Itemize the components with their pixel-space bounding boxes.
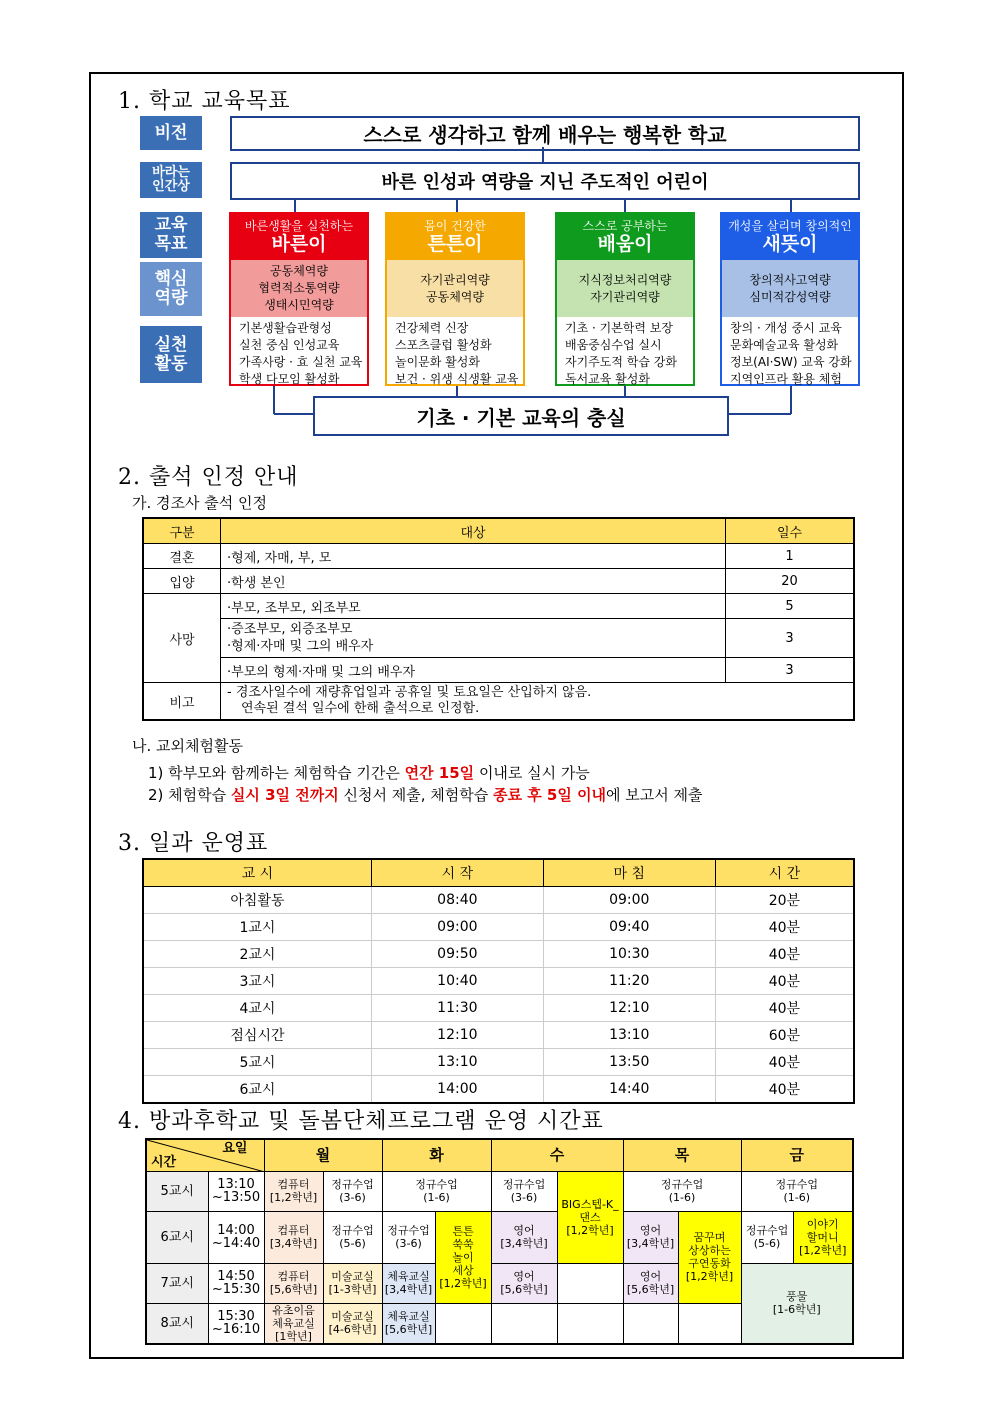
schedule-cell: 10:30 [543, 941, 715, 968]
core-item: 공동체역량 [426, 289, 484, 304]
target-adopt: ·학생 본인 [221, 569, 726, 594]
cell-wed-7a: 영어 [5,6학년] [491, 1263, 557, 1303]
period-6: 6교시 [146, 1211, 208, 1263]
activity-item: 가족사랑 · 효 실천 교육 [239, 355, 363, 369]
vision-box: 스스로 생각하고 함께 배우는 행복한 학교 [230, 116, 860, 151]
schedule-cell: 12:10 [543, 995, 715, 1022]
label-vision: 비전 [140, 116, 202, 150]
trip-item-1 [148, 762, 590, 783]
schedule-row [143, 995, 854, 1022]
trip1-post: 이내로 실시 가능 [474, 764, 590, 782]
cell-fri-78: 풍물 [1-6학년] [741, 1263, 853, 1344]
cell-mon-7a: 컴퓨터 [5,6학년] [264, 1263, 323, 1303]
sched-th-3: 시 간 [715, 859, 854, 887]
activity-item: 문화예술교육 활성화 [730, 338, 839, 352]
schedule-cell: 09:00 [543, 887, 715, 914]
day-mon: 월 [264, 1139, 382, 1171]
cell-tue-8a: 체육교실 [5,6학년] [382, 1303, 435, 1344]
schedule-cell: 40분 [715, 1049, 854, 1076]
target-death-2b: ·형제·자매 및 그의 배우자 [227, 639, 374, 654]
cell-mon-8a: 유초이음 체육교실 [1학년] [264, 1303, 323, 1344]
schedule-cell: 09:50 [371, 941, 543, 968]
schedule-cell: 5교시 [143, 1049, 371, 1076]
schedule-cell: 40분 [715, 968, 854, 995]
schedule-cell: 13:10 [543, 1022, 715, 1049]
schedule-cell: 60분 [715, 1022, 854, 1049]
sched-th-0: 교 시 [143, 859, 371, 887]
target-death-1: ·부모, 조부모, 외조부모 [221, 594, 726, 619]
cat-note: 비고 [143, 683, 221, 721]
schedule-cell: 13:10 [371, 1049, 543, 1076]
section-3-title: 3. 일과 운영표 [118, 831, 269, 856]
schedule-cell: 1교시 [143, 914, 371, 941]
day-fri: 금 [741, 1139, 853, 1171]
activity-item: 독서교육 활성화 [565, 372, 650, 386]
th-category: 구분 [143, 518, 221, 544]
core-item: 생태시민역량 [264, 298, 334, 312]
time-5 [208, 1171, 264, 1211]
schedule-cell: 2교시 [143, 941, 371, 968]
schedule-cell: 40분 [715, 941, 854, 968]
day-tue: 화 [382, 1139, 491, 1171]
sub-a: 가. 경조사 출석 인정 [132, 494, 267, 512]
note-cell [221, 683, 855, 721]
core-item: 자기관리역량 [420, 272, 490, 287]
label-person: 바라는 인간상 [140, 162, 202, 198]
cell-thu-5: 정규수업 (1-6) [623, 1171, 741, 1211]
trip2-red1: 실시 3일 전까지 [230, 786, 339, 804]
time-5-end: ~13:50 [211, 1190, 261, 1205]
activity-item: 창의 · 개성 중시 교육 [730, 321, 842, 335]
cell-tue-67b: 튼튼 쑥쑥 놀이 세상 [1,2학년] [435, 1211, 491, 1303]
activity-item: 실천 중심 인성교육 [239, 338, 340, 352]
core-item: 자기관리역량 [590, 289, 660, 304]
schedule-row [143, 1022, 854, 1049]
time-7-end: ~15:30 [211, 1282, 261, 1297]
goal-small: 개성을 살리며 창의적인 [728, 219, 852, 233]
label-activity: 실천 활동 [140, 326, 202, 383]
time-8 [208, 1303, 264, 1344]
goal-small: 스스로 공부하는 [582, 219, 668, 233]
th-target: 대상 [221, 518, 726, 544]
period-5: 5교시 [146, 1171, 208, 1211]
schedule-row [143, 1049, 854, 1076]
cell-fri-6a: 정규수업 (5-6) [741, 1211, 793, 1263]
days-death-1: 5 [726, 594, 855, 619]
foundation-box: 기초 · 기본 교육의 충실 [313, 396, 729, 436]
time-6-end: ~14:40 [211, 1236, 261, 1251]
time-5-start: 13:10 [217, 1177, 255, 1192]
time-7-start: 14:50 [217, 1269, 255, 1284]
cell-wed-8a [491, 1303, 557, 1344]
period-8: 8교시 [146, 1303, 208, 1344]
days-wedding: 1 [726, 544, 855, 569]
schedule-row [143, 968, 854, 995]
schedule-cell: 13:50 [543, 1049, 715, 1076]
cell-thu-7a: 영어 [5,6학년] [623, 1263, 678, 1303]
trip2-a: 2) 체험학습 [148, 786, 231, 804]
core-item: 공동체역량 [270, 264, 328, 278]
schedule-cell: 08:40 [371, 887, 543, 914]
schedule-cell: 11:20 [543, 968, 715, 995]
activity-item: 기본생활습관형성 [239, 321, 332, 335]
cell-tue-6a: 정규수업 (3-6) [382, 1211, 435, 1263]
schedule-cell: 4교시 [143, 995, 371, 1022]
days-adopt: 20 [726, 569, 855, 594]
days-death-2: 3 [726, 619, 855, 658]
cell-mon-5b: 정규수업 (3-6) [323, 1171, 382, 1211]
cell-thu-8b [678, 1303, 741, 1344]
schedule-cell: 12:10 [371, 1022, 543, 1049]
cell-mon-7b: 미술교실 [1-3학년] [323, 1263, 382, 1303]
cell-mon-5a: 컴퓨터 [1,2학년] [264, 1171, 323, 1211]
schedule-cell: 3교시 [143, 968, 371, 995]
schedule-row [143, 914, 854, 941]
period-7: 7교시 [146, 1263, 208, 1303]
trip2-c: 에 보고서 제출 [606, 786, 703, 804]
label-goal: 교육 목표 [140, 212, 202, 258]
cat-wedding: 결혼 [143, 544, 221, 569]
goal-name: 새뜻이 [762, 233, 818, 255]
schedule-row [143, 1076, 854, 1104]
afterschool-table [145, 1138, 854, 1345]
target-death-2 [221, 619, 726, 658]
cell-thu-67b: 꿈꾸며 상상하는 구연동화 [1,2학년] [678, 1211, 741, 1303]
cell-wed-7b [557, 1263, 623, 1303]
schedule-cell: 20분 [715, 887, 854, 914]
cell-wed-8b [557, 1303, 623, 1344]
cell-fri-5: 정규수업 (1-6) [741, 1171, 853, 1211]
cell-thu-8a [623, 1303, 678, 1344]
time-8-start: 15:30 [217, 1309, 255, 1324]
activity-item: 건강체력 신장 [395, 321, 469, 335]
activity-item: 스포츠클럽 활성화 [395, 338, 492, 352]
cell-fri-6b: 이야기 할머니 [1,2학년] [793, 1211, 853, 1263]
core-item: 지식정보처리역량 [578, 272, 672, 287]
note-line-2: 연속된 결석 일수에 한해 출석으로 인정함. [241, 701, 480, 716]
cell-thu-6a: 영어 [3,4학년] [623, 1211, 678, 1263]
activity-item: 보건 · 위생 식생활 교육 [395, 372, 519, 386]
goal-name: 튼튼이 [427, 233, 483, 255]
schedule-cell: 6교시 [143, 1076, 371, 1104]
activity-item: 자기주도적 학습 강화 [565, 355, 677, 369]
cell-tue-5: 정규수업 (1-6) [382, 1171, 491, 1211]
schedule-cell: 10:40 [371, 968, 543, 995]
day-wed: 수 [491, 1139, 623, 1171]
time-6-start: 14:00 [217, 1223, 255, 1238]
time-8-end: ~16:10 [211, 1322, 261, 1337]
activity-item: 정보(AI·SW) 교육 강화 [730, 355, 852, 369]
connector-lines [0, 0, 992, 450]
schedule-row [143, 887, 854, 914]
trip1-red: 연간 15일 [404, 764, 475, 782]
activity-item: 놀이문화 활성화 [395, 355, 480, 369]
cell-tue-7a: 체육교실 [3,4학년] [382, 1263, 435, 1303]
cell-wed-5a: 정규수업 (3-6) [491, 1171, 557, 1211]
label-core: 핵심 역량 [140, 262, 202, 316]
core-item: 협력적소통역량 [258, 281, 340, 295]
activity-item: 기초 · 기본학력 보장 [565, 321, 673, 335]
schedule-cell: 40분 [715, 1076, 854, 1104]
time-6 [208, 1211, 264, 1263]
trip1-pre: 1) 학부모와 함께하는 체험학습 기간은 [148, 764, 405, 782]
trip2-red2: 종료 후 5일 이내 [493, 786, 607, 804]
schedule-cell: 14:00 [371, 1076, 543, 1104]
cat-adopt: 입양 [143, 569, 221, 594]
th-days: 일수 [726, 518, 855, 544]
corner-cell [146, 1139, 264, 1171]
schedule-cell: 09:00 [371, 914, 543, 941]
cell-mon-6a: 컴퓨터 [3,4학년] [264, 1211, 323, 1263]
goal-small: 바른생활을 실천하는 [244, 219, 354, 233]
section-1-title: 1. 학교 교육목표 [118, 89, 291, 114]
activity-item: 지역인프라 활용 체험 [730, 372, 842, 386]
note-line-1: - 경조사일수에 재량휴업일과 공휴일 및 토요일은 산입하지 않음. [227, 685, 592, 700]
time-7 [208, 1263, 264, 1303]
core-item: 창의적사고역량 [749, 272, 831, 287]
schedule-cell: 40분 [715, 995, 854, 1022]
goal-name: 배움이 [597, 233, 653, 255]
schedule-cell: 09:40 [543, 914, 715, 941]
corner-day: 요일 [222, 1141, 248, 1156]
schedule-cell: 점심시간 [143, 1022, 371, 1049]
goal-small: 몸이 건강한 [424, 219, 486, 233]
sched-th-2: 마 침 [543, 859, 715, 887]
activity-item: 배움중심수업 실시 [565, 338, 662, 352]
day-thu: 목 [623, 1139, 741, 1171]
cell-mon-6b: 정규수업 (5-6) [323, 1211, 382, 1263]
daily-schedule-table [142, 858, 855, 1104]
section-2-title: 2. 출석 인정 안내 [118, 465, 299, 490]
schedule-cell: 40분 [715, 914, 854, 941]
person-box: 바른 인성과 역량을 지닌 주도적인 어린이 [230, 162, 860, 200]
activity-item: 학생 다모임 활성화 [239, 372, 340, 386]
cell-mon-8b: 미술교실 [4-6학년] [323, 1303, 382, 1344]
trip-item-2 [148, 784, 703, 805]
schedule-row [143, 941, 854, 968]
corner-time: 시간 [151, 1154, 177, 1170]
schedule-cell: 11:30 [371, 995, 543, 1022]
target-death-3: ·부모의 형제·자매 및 그의 배우자 [221, 658, 726, 683]
section-4-title: 4. 방과후학교 및 돌봄단체프로그램 운영 시간표 [118, 1109, 604, 1134]
cell-wed-6a: 영어 [3,4학년] [491, 1211, 557, 1263]
schedule-cell: 아침활동 [143, 887, 371, 914]
cat-death: 사망 [143, 594, 221, 683]
sub-b: 나. 교외체험활동 [132, 737, 243, 755]
cell-tue-8b [435, 1303, 491, 1344]
schedule-cell: 14:40 [543, 1076, 715, 1104]
sched-th-1: 시 작 [371, 859, 543, 887]
days-death-3: 3 [726, 658, 855, 683]
attendance-table [142, 517, 855, 721]
target-wedding: ·형제, 자매, 부, 모 [221, 544, 726, 569]
goal-name: 바른이 [271, 233, 327, 255]
core-item: 심미적감성역량 [749, 289, 831, 304]
cell-wed-56b: BIG스텝-K_ 댄스 [1,2학년] [557, 1171, 623, 1263]
target-death-2a: ·증조부모, 외증조부모 [227, 622, 353, 637]
trip2-b: 신청서 제출, 체험학습 [338, 786, 493, 804]
